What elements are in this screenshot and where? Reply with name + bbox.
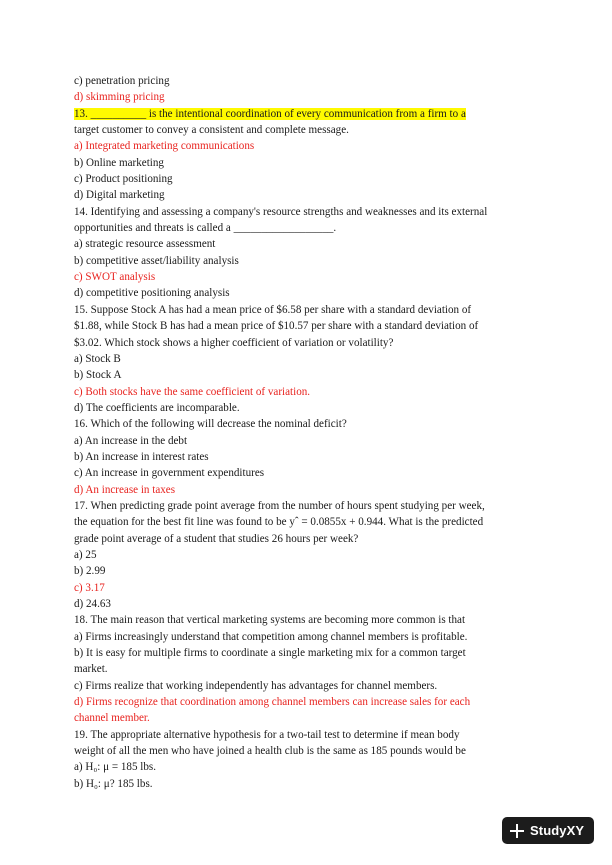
line-text: weight of all the men who have joined a health club is the same as 185 pounds would be [74,745,466,758]
line-text: 16. Which of the following will decrease the nominal deficit? [74,418,347,431]
line-text: d) Firms recognize that coordination among channel members can increase sales for each [74,696,471,709]
correct-answer-line [74,138,544,154]
text-line [74,612,544,628]
text-line [74,318,544,334]
line-text: 14. Identifying and assessing a company's resource strengths and weaknesses and its external [74,205,488,218]
line-text: 15. Suppose Stock A has had a mean price of $6.58 per share with a standard deviation of [74,303,472,316]
line-text: the equation for the best fit line was found to be yˆ = 0.0855x + 0.944. What is the predicted [74,516,484,529]
correct-answer-line [74,384,544,400]
text-line [74,204,544,220]
line-text: d) The coefficients are incomparable. [74,401,240,414]
studyxy-badge[interactable] [502,817,594,844]
line-text: 19. The appropriate alternative hypothesis for a two-tail test to determine if mean body [74,728,460,741]
text-line [74,547,544,563]
text-line [74,236,544,252]
badge-label: StudyXY [530,823,585,838]
line-text: 18. The main reason that vertical marketing systems are becoming more common is that [74,614,466,627]
text-line [74,596,544,612]
text-line [74,400,544,416]
line-text: opportunities and threats is called a __________________. [74,222,337,235]
text-line [74,563,544,579]
line-text: $3.02. Which stock shows a higher coefficient of variation or volatility? [74,336,394,349]
text-line [74,155,544,171]
text-line [74,106,544,122]
line-text: b) An increase in interest rates [74,450,209,463]
text-line [74,727,544,743]
line-text: c) An increase in government expenditures [74,467,265,480]
line-text: d) An increase in taxes [74,483,176,496]
line-text: c) penetration pricing [74,75,170,87]
line-text: market. [74,663,108,676]
text-line [74,171,544,187]
text-line [74,253,544,269]
text-line [74,514,544,530]
line-text: b) competitive asset/liability analysis [74,254,239,267]
text-line [74,187,544,203]
text-line [74,122,544,138]
line-text: a) 25 [74,548,97,561]
plus-icon [510,824,524,838]
line-text: a) Integrated marketing communications [74,140,255,153]
line-text: 13. __________ is the intentional coordination of every communication from a firm to a [74,107,466,120]
text-line [74,531,544,547]
line-text: b) Online marketing [74,156,164,169]
line-text: d) 24.63 [74,598,111,610]
correct-answer-line [74,710,544,726]
text-line [74,645,544,661]
line-text: c) Product positioning [74,173,173,186]
line-text: $1.88, while Stock B has had a mean price of $10.57 per share with a standard deviation of [74,320,479,333]
correct-answer-line [74,269,544,285]
line-text: b) It is easy for multiple firms to coordinate a single marketing mix for a common target [74,647,466,660]
document-body [74,73,544,792]
line-text: c) 3.17 [74,581,105,594]
text-line [74,335,544,351]
line-text: c) Firms realize that working independently has advantages for channel members. [74,679,438,692]
text-line [74,416,544,432]
text-line [74,743,544,759]
text-line [74,661,544,677]
correct-answer-line [74,89,544,105]
text-line [74,759,544,775]
line-text: b) 2.99 [74,565,106,578]
text-line [74,220,544,236]
line-text: a) Firms increasingly understand that competition among channel members is profitable. [74,630,468,643]
line-text: c) Both stocks have the same coefficient of variation. [74,385,311,398]
text-line [74,498,544,514]
line-text: d) Digital marketing [74,189,165,202]
text-line [74,367,544,383]
correct-answer-line [74,482,544,498]
text-line [74,285,544,301]
text-line [74,351,544,367]
line-text: d) competitive positioning analysis [74,287,230,300]
line-text: c) SWOT analysis [74,271,156,284]
line-text: d) skimming pricing [74,91,165,104]
line-text: 17. When predicting grade point average from the number of hours spent studying per week, [74,499,485,512]
line-text: a) Stock B [74,352,121,365]
line-text: a) H₀: μ = 185 lbs. [74,761,157,774]
text-line [74,465,544,481]
text-line [74,73,544,89]
correct-answer-line [74,580,544,596]
line-text: grade point average of a student that studies 26 hours per week? [74,532,359,545]
text-line [74,678,544,694]
correct-answer-line [74,694,544,710]
text-line [74,449,544,465]
line-text: a) strategic resource assessment [74,238,216,251]
text-line [74,433,544,449]
line-text: a) An increase in the debt [74,434,188,447]
line-text: target customer to convey a consistent and complete message. [74,124,349,137]
text-line [74,629,544,645]
text-line [74,776,544,792]
line-text: b) H₀: μ? 185 lbs. [74,777,153,790]
text-line [74,302,544,318]
line-text: b) Stock A [74,369,122,382]
line-text: channel member. [74,712,150,725]
